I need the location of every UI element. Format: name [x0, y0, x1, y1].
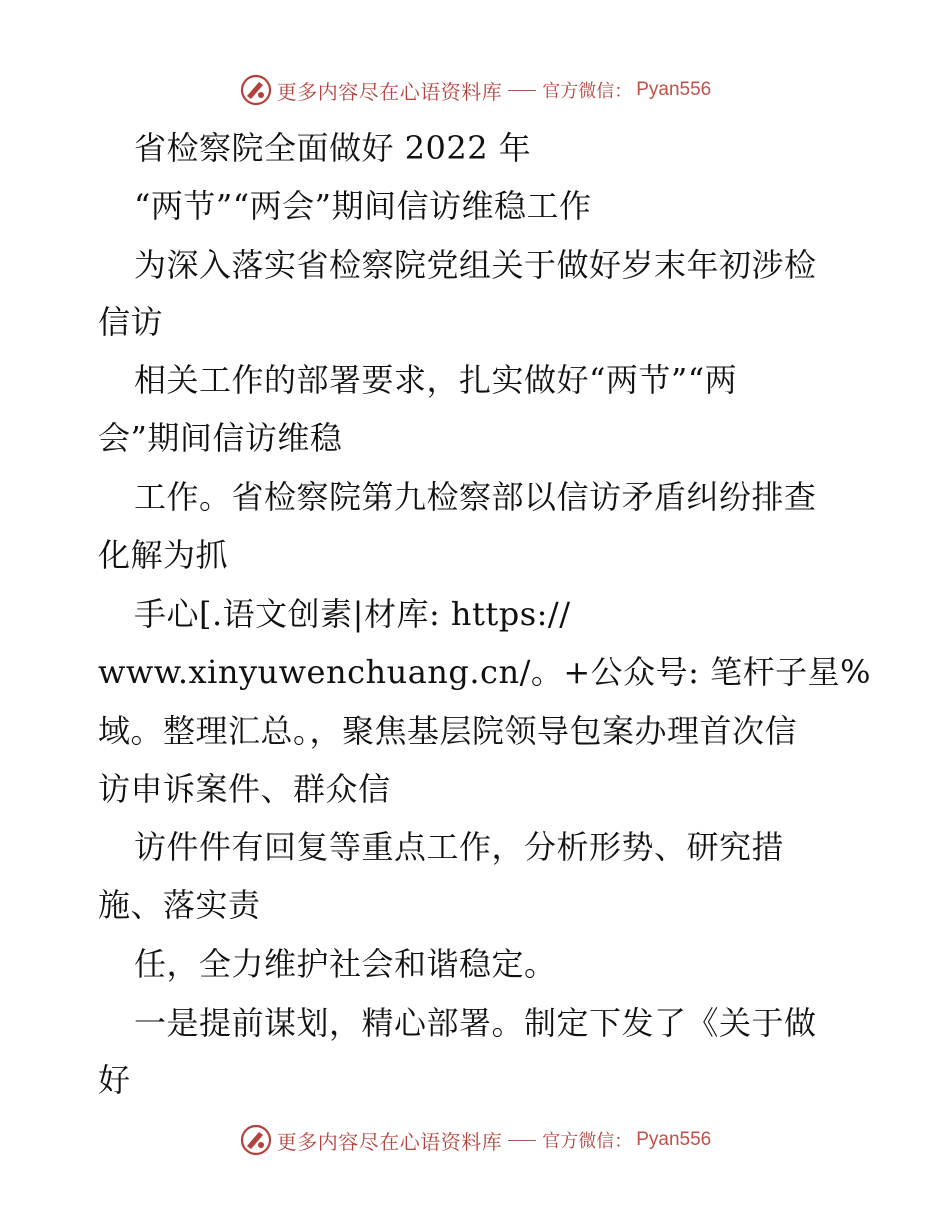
doc-line: 为深入落实省检察院党组关于做好岁末年初涉检 [134, 246, 817, 284]
doc-line: 会”期间信访维稳 [98, 419, 343, 457]
banner-main-text: 更多内容尽在心语资料库 [276, 1129, 503, 1154]
doc-line: www.xinyuwenchuang.cn/。+公众号: 笔杆子星% [98, 653, 872, 691]
doc-line: 域。整理汇总。，聚焦基层院领导包案办理首次信 [98, 712, 798, 750]
doc-title-line-1: 省检察院全面做好 2022 年 [134, 129, 532, 167]
doc-line: 信访 [98, 303, 164, 341]
banner-wechat-id: Pyan556 [636, 1129, 712, 1150]
logo-icon [239, 73, 273, 107]
doc-line: 工作。省检察院第九检察部以信访矛盾纠纷排查 [134, 478, 817, 516]
logo-icon [239, 1123, 273, 1157]
banner-divider [508, 90, 536, 91]
banner-main-text: 更多内容尽在心语资料库 [276, 79, 503, 104]
doc-line: 一是提前谋划，精心部署。制定下发了《关于做 [134, 1004, 817, 1042]
banner-sub-text: 官方微信： [542, 81, 633, 102]
doc-line: 施、落实责 [98, 886, 261, 924]
footer-watermark-banner [0, 1120, 950, 1160]
doc-line: 化解为抓 [98, 536, 229, 574]
banner-divider [508, 1140, 536, 1141]
doc-line: 访件件有回复等重点工作，分析形势、研究措 [134, 828, 785, 866]
doc-line: 好 [98, 1061, 131, 1099]
banner-sub-text: 官方微信： [542, 1131, 633, 1152]
doc-line: 相关工作的部署要求，扎实做好“两节”“两 [134, 361, 738, 399]
doc-line: 访申诉案件、群众信 [98, 770, 391, 808]
banner-wechat-id: Pyan556 [636, 79, 712, 100]
header-watermark-banner [0, 70, 950, 110]
doc-line: 手心[.语文创素|材库: https:// [134, 595, 571, 633]
doc-title-line-2: “两节”“两会”期间信访维稳工作 [134, 187, 592, 225]
doc-line: 任，全力维护社会和谐稳定。 [134, 945, 557, 983]
